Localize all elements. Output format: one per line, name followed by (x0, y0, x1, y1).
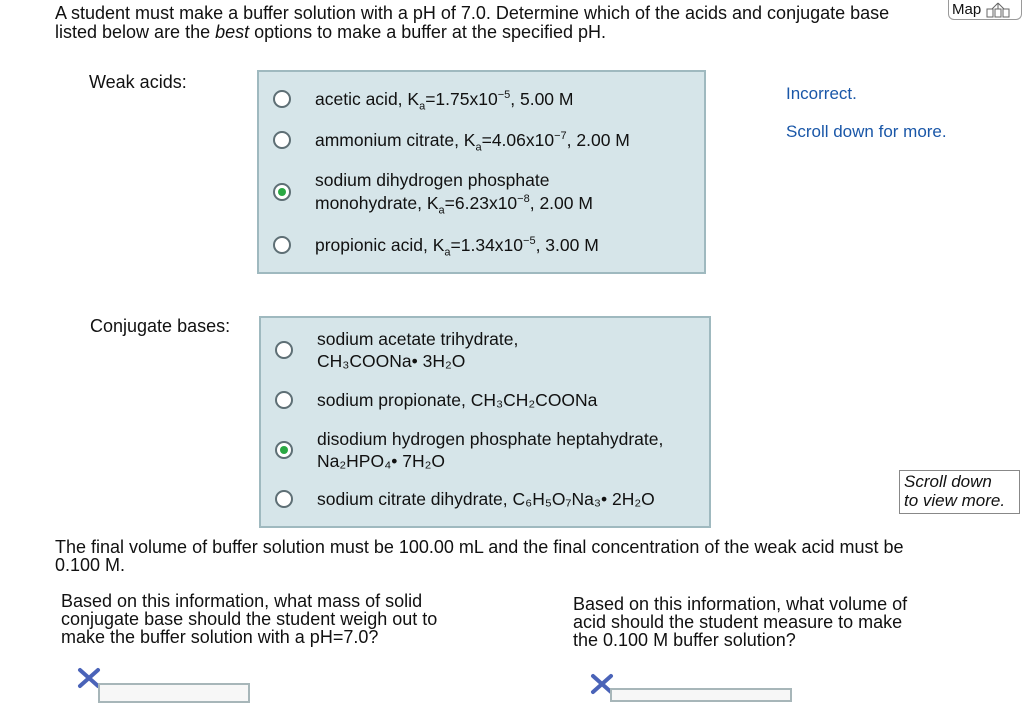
mass-answer-input[interactable] (98, 683, 250, 703)
radio-button[interactable] (273, 236, 291, 254)
radio-button-selected[interactable] (273, 183, 291, 201)
conjugate-base-option-2[interactable]: sodium propionate, CH₃CH₂COONa (275, 390, 597, 410)
question-line-2-post: options to make a buffer at the specified pH. (249, 22, 607, 42)
conjugate-bases-box (259, 316, 711, 528)
conjugate-base-option-3[interactable]: disodium hydrogen phosphate heptahydrate, Na₂HPO₄• 7H₂O (275, 428, 663, 472)
volume-question: Based on this information, what volume of acid should the student measure to make the 0.100 M buffer solution? (573, 594, 908, 650)
question-text (55, 4, 955, 42)
radio-button-selected[interactable] (275, 441, 293, 459)
weak-acids-label: Weak acids: (89, 72, 187, 92)
scroll-note-line-2: to view more. (904, 491, 1006, 510)
weak-acids-box (257, 70, 706, 274)
volume-answer-input[interactable] (610, 688, 792, 702)
scroll-down-note (899, 470, 1020, 514)
conjugate-bases-label: Conjugate bases: (90, 316, 231, 336)
selected-dot-icon (278, 188, 286, 196)
conjugate-base-option-1[interactable]: sodium acetate trihydrate, CH₃COONa• 3H₂O (275, 328, 518, 372)
radio-button[interactable] (273, 131, 291, 149)
mass-question: Based on this information, what mass of solid conjugate base should the student weigh out to make the buffer solution with a pH=7.0? (61, 591, 438, 647)
radio-button[interactable] (273, 90, 291, 108)
weak-acid-option-4[interactable]: propionic acid, $K_a=1.34x10^{-5}$, 3.00 M (273, 235, 599, 255)
radio-button[interactable] (275, 490, 293, 508)
conjugate-base-option-4[interactable]: sodium citrate dihydrate, C₆H₅O₇Na₃• 2H₂O (275, 489, 655, 509)
radio-button[interactable] (275, 391, 293, 409)
feedback-status: Incorrect. (786, 84, 857, 103)
question-line-2-pre: listed below are the (55, 22, 216, 42)
scroll-note-line-1: Scroll down (904, 472, 992, 491)
map-button[interactable] (948, 0, 1022, 20)
question-line-2 (55, 23, 955, 42)
map-button-label: Map (952, 0, 982, 18)
weak-acid-option-3[interactable]: sodium dihydrogen phosphate monohydrate, $K_a=6.23x10^{-8}$, 2.00 M (273, 169, 593, 215)
selected-dot-icon (280, 446, 288, 454)
question-emphasis: best (215, 22, 250, 42)
radio-button[interactable] (275, 341, 293, 359)
question-line-1: A student must make a buffer solution with a pH of 7.0. Determine which of the acids and conjugate base (55, 3, 890, 23)
feedback-hint: Scroll down for more. (786, 122, 947, 141)
weak-acid-option-2[interactable]: ammonium citrate, $K_a=4.06x10^{-7}$, 2.00 M (273, 130, 630, 150)
weak-acid-option-1[interactable]: acetic acid, $K_a=1.75x10^{-5}$, 5.00 M (273, 89, 573, 109)
map-icon (985, 2, 1011, 18)
final-volume-text: The final volume of buffer solution must be 100.00 mL and the final concentration of the weak acid must be 0.100 M. (55, 537, 904, 575)
